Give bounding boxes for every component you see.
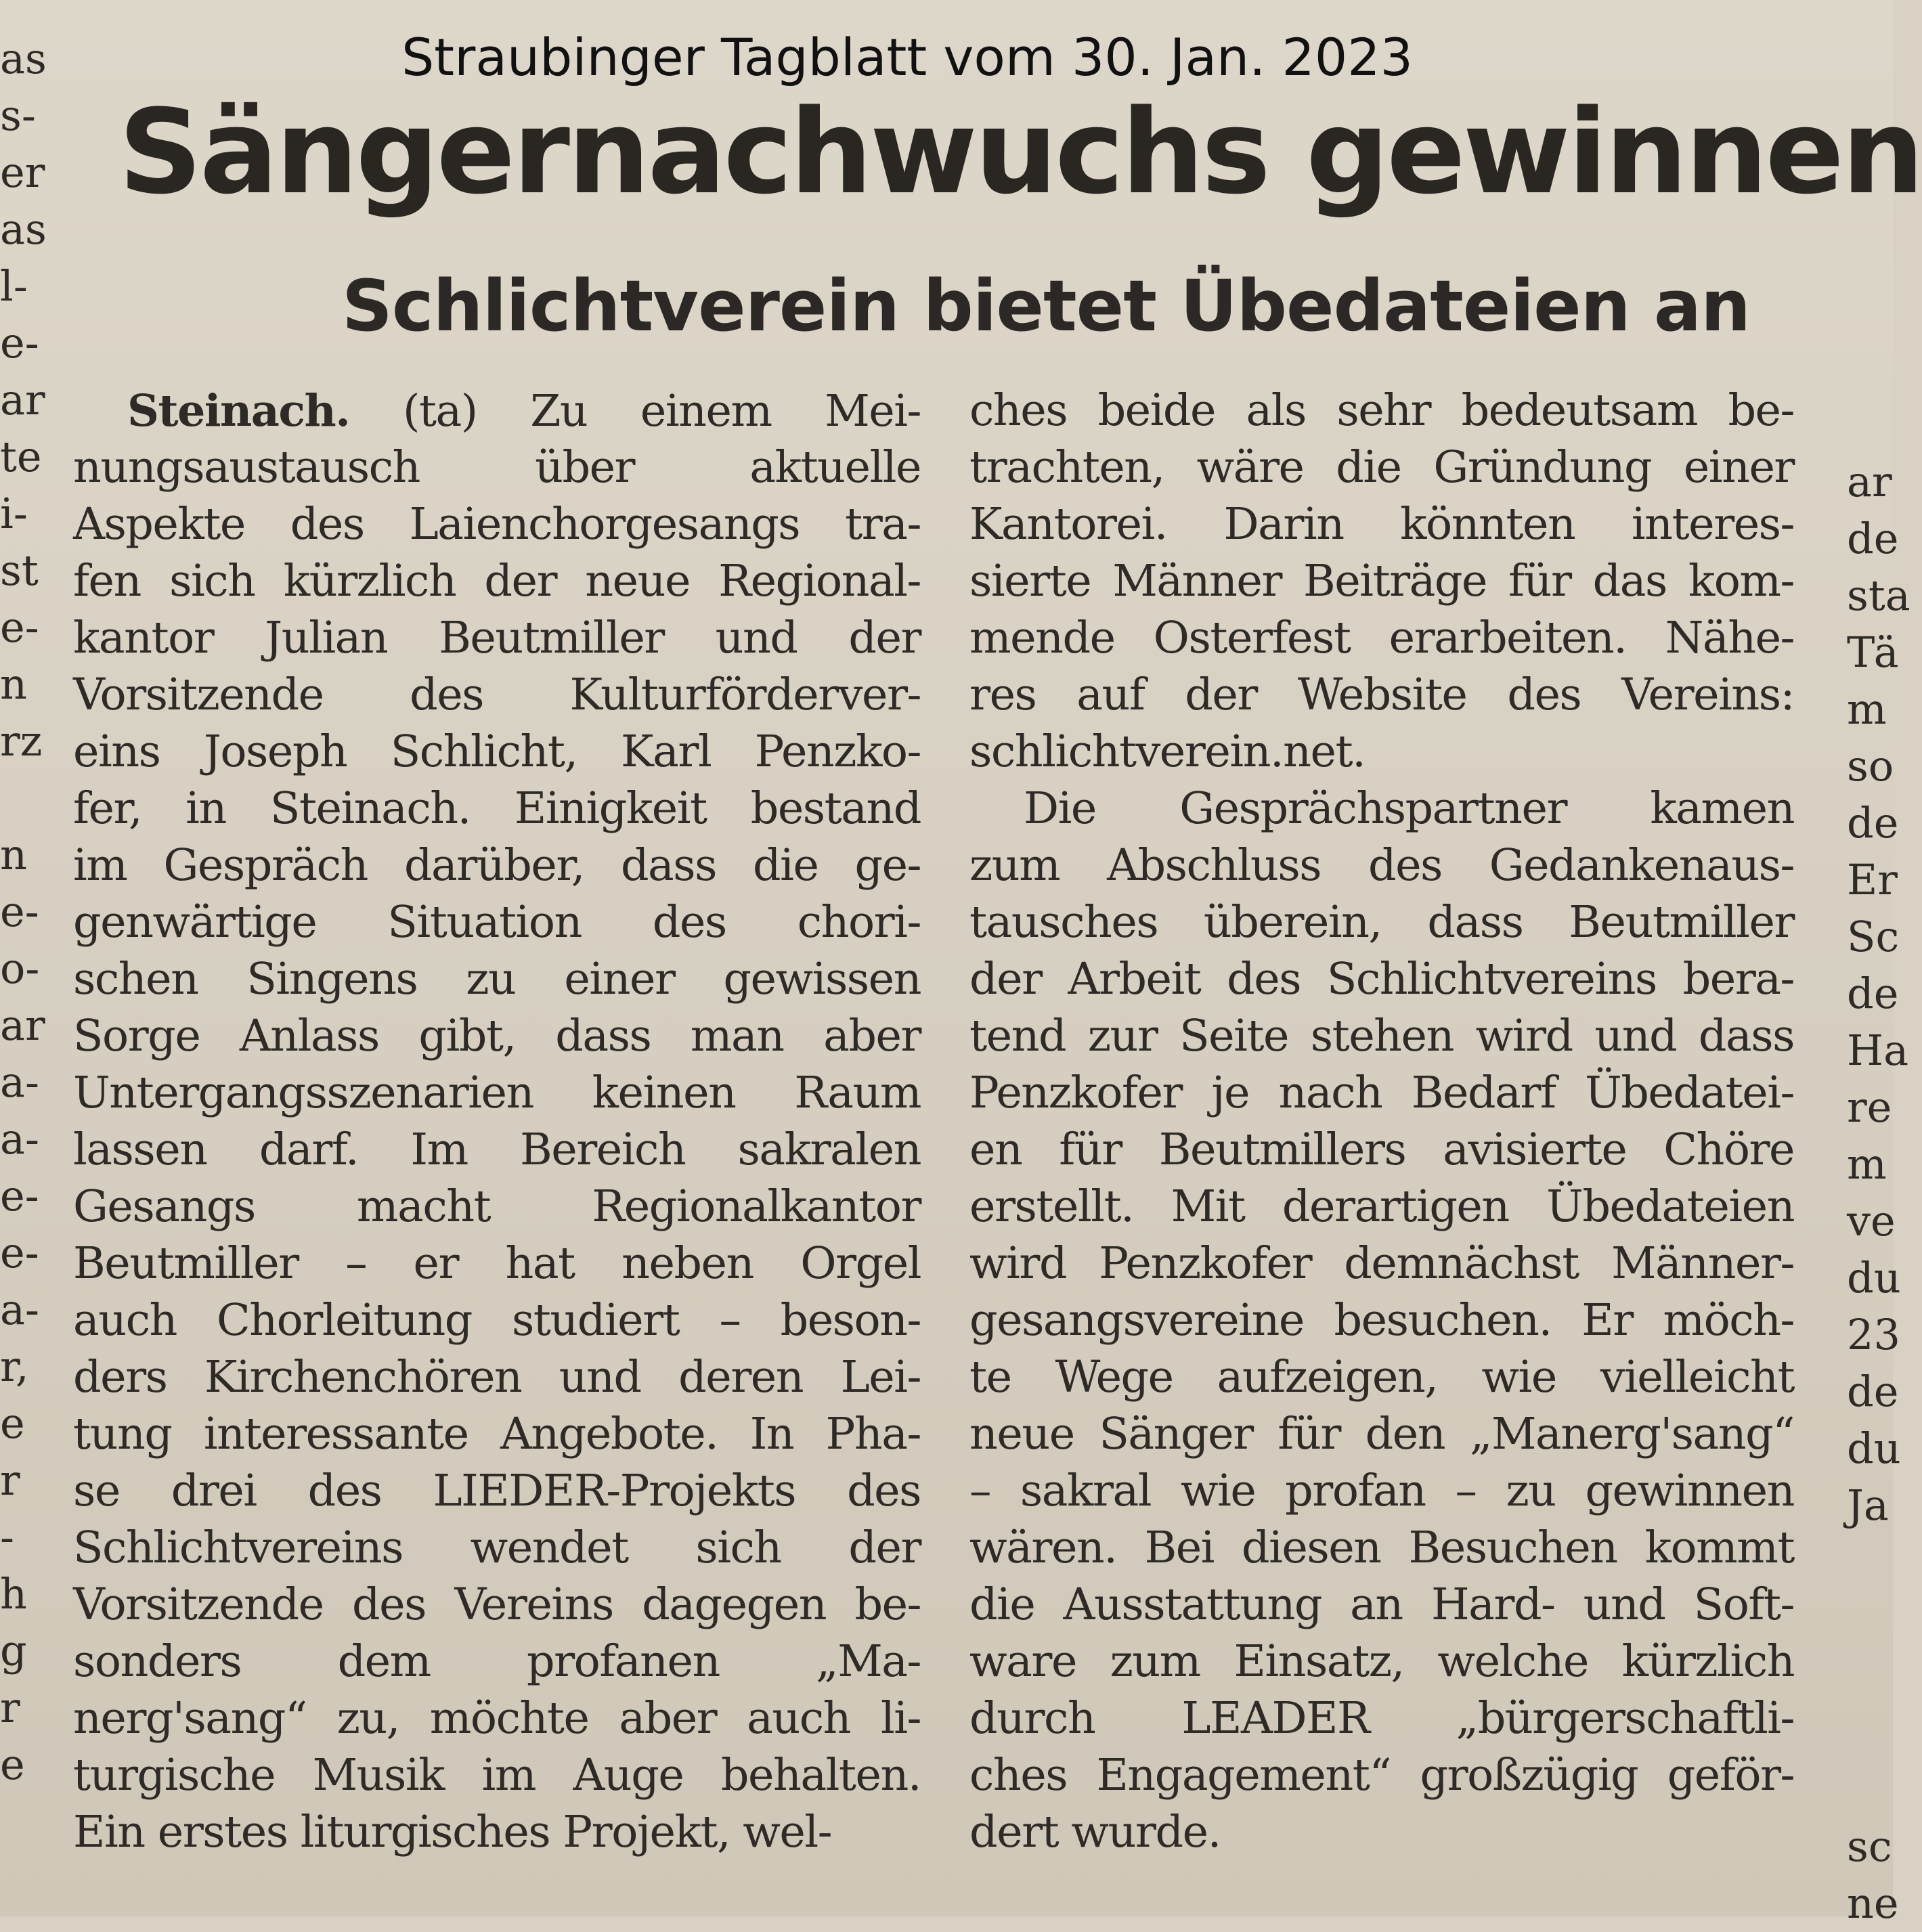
article-line: Schlichtvereins wendet sich der <box>73 1522 921 1573</box>
adjacent-column-fragment: h <box>0 1569 27 1619</box>
article-line: ware zum Einsatz, welche kürzlich <box>969 1636 1794 1687</box>
article-line: erstellt. Mit derartigen Übedateien <box>969 1181 1794 1232</box>
article-line: te Wege aufzeigen, wie vielleicht <box>969 1352 1794 1403</box>
adjacent-column-fragment: du <box>1847 1424 1901 1473</box>
adjacent-column-fragment: ar <box>0 375 45 424</box>
adjacent-column-fragment: r <box>0 1683 20 1732</box>
adjacent-column-fragment: e- <box>0 887 39 936</box>
article-line: dert wurde. <box>969 1807 1221 1858</box>
article-line: lassen darf. Im Bereich sakralen <box>73 1124 921 1175</box>
clipping-caption: Straubinger Tagblatt vom 30. Jan. 2023 <box>401 27 1413 87</box>
adjacent-column-fragment: a- <box>0 1114 39 1164</box>
article-line-text: (ta) Zu einem Mei- <box>349 386 921 437</box>
adjacent-column-fragment: s- <box>0 91 36 140</box>
adjacent-column-fragment: - <box>0 1512 14 1562</box>
article-line: wird Penzkofer demnächst Männer- <box>969 1238 1794 1289</box>
article-line: Die Gesprächspartner kamen <box>1024 783 1794 834</box>
adjacent-column-fragment <box>1847 1534 1893 1591</box>
adjacent-column-fragment: ar <box>0 1001 45 1050</box>
article-line: ders Kirchenchören und deren Lei- <box>73 1352 921 1403</box>
article-column-1 <box>73 382 921 1861</box>
adjacent-column-fragment: de <box>1847 798 1899 848</box>
adjacent-column-fragment <box>0 770 41 827</box>
adjacent-column-fragment <box>1847 1648 1893 1705</box>
adjacent-column-fragment: m <box>1847 1139 1887 1189</box>
adjacent-column-fragment: m <box>1847 684 1887 734</box>
adjacent-column-fragment: g <box>0 1626 27 1675</box>
adjacent-column-fragment: n <box>0 659 27 709</box>
article-line: fer, in Steinach. Einigkeit bestand <box>73 783 921 834</box>
adjacent-column-fragment: te <box>0 432 42 481</box>
article-line: en für Beutmillers avisierte Chöre <box>969 1124 1794 1175</box>
adjacent-column-fragment: e- <box>0 602 39 652</box>
article-column-2 <box>969 382 1794 1861</box>
adjacent-column-fragment: Tä <box>1847 628 1899 677</box>
article-line: der Arbeit des Schlichtvereins bera- <box>969 954 1794 1005</box>
adjacent-column-fragment: er <box>0 148 45 197</box>
article-line: sonders dem profanen „Ma- <box>73 1636 921 1687</box>
adjacent-column-fragment: ne <box>1847 1879 1899 1928</box>
article-line <box>73 382 921 439</box>
adjacent-column-fragment: Sc <box>1847 912 1900 961</box>
article-line: schlichtverein.net. <box>969 726 1366 777</box>
adjacent-column-fragment: n <box>0 830 27 879</box>
article-line: se drei des LIEDER-Projekts des <box>73 1466 921 1516</box>
adjacent-column-fragment: a- <box>0 1057 39 1107</box>
article-line: mende Osterfest erarbeiten. Nähe- <box>969 613 1794 663</box>
adjacent-column-fragment <box>1847 1705 1893 1761</box>
adjacent-column-fragment: e- <box>0 1171 39 1221</box>
article-line: Untergangsszenarien keinen Raum <box>73 1068 921 1118</box>
article-line: sierte Männer Beiträge für das kom- <box>969 556 1794 607</box>
adjacent-column-fragment: o- <box>0 944 40 993</box>
adjacent-column-fragment: r <box>0 1455 20 1505</box>
adjacent-column-fragment: as <box>0 204 47 254</box>
adjacent-column-fragment: st <box>0 546 39 595</box>
adjacent-column-fragment: e- <box>0 318 39 368</box>
adjacent-column-fragment: l- <box>0 261 28 311</box>
article-line: gesangsvereine besuchen. Er möch- <box>969 1295 1794 1346</box>
right-column-fragments <box>1847 454 1910 1932</box>
article-line: wären. Bei diesen Besuchen kommt <box>969 1522 1794 1573</box>
adjacent-column-fragment: ar <box>1847 457 1892 506</box>
article-line: Aspekte des Laienchorgesangs tra- <box>73 499 921 550</box>
article-line: Ein erstes liturgisches Projekt, wel- <box>73 1807 832 1858</box>
article-line: Kantorei. Darin könnten interes- <box>969 499 1794 550</box>
article-line: – sakral wie profan – zu gewinnen <box>969 1466 1794 1516</box>
subheadline: Schlichtverein bietet Übedateien an <box>342 265 1751 347</box>
adjacent-column-fragment: de <box>1847 969 1899 1018</box>
article-line: die Ausstattung an Hard- und Soft- <box>969 1579 1794 1630</box>
adjacent-column-fragment: sc <box>1847 1822 1892 1871</box>
article-line: Gesangs macht Regionalkantor <box>73 1181 921 1232</box>
adjacent-column-fragment: so <box>1847 741 1894 791</box>
article-line: res auf der Website des Vereins: <box>969 669 1794 720</box>
article-line: durch LEADER „bürgerschaftli- <box>969 1693 1794 1744</box>
headline: Sängernachwuchs gewinnen <box>118 84 1922 220</box>
adjacent-column-fragment: du <box>1847 1253 1901 1302</box>
article-line: turgische Musik im Auge behalten. <box>73 1750 921 1801</box>
article-line: neue Sänger für den „Manerg'sang“ <box>969 1409 1794 1459</box>
article-line: fen sich kürzlich der neue Regional- <box>73 556 921 607</box>
adjacent-column-fragment: i- <box>0 489 28 538</box>
article-line: tend zur Seite stehen wird und dass <box>969 1011 1794 1061</box>
adjacent-column-fragment: Ha <box>1847 1026 1909 1075</box>
article-line: tung interessante Angebote. In Pha- <box>73 1409 921 1459</box>
adjacent-column-fragment <box>1847 1761 1893 1818</box>
article-line: trachten, wäre die Gründung einer <box>969 442 1794 493</box>
adjacent-column-fragment: e <box>0 1740 25 1789</box>
adjacent-column-fragment: de <box>1847 514 1899 563</box>
left-column-fragments <box>0 30 47 1793</box>
adjacent-column-fragment: a- <box>0 1285 39 1334</box>
article-line: Beutmiller – er hat neben Orgel <box>73 1238 921 1289</box>
adjacent-column-fragment: e <box>0 1399 25 1448</box>
article-dateline: Steinach. <box>127 385 350 437</box>
adjacent-column-fragment: as <box>0 34 47 83</box>
adjacent-column-fragment: ve <box>1847 1196 1896 1246</box>
article-line: kantor Julian Beutmiller und der <box>73 613 921 663</box>
article-line: tausches überein, dass Beutmiller <box>969 897 1794 948</box>
article-line: im Gespräch darüber, dass die ge- <box>73 840 921 891</box>
article-line: Sorge Anlass gibt, dass man aber <box>73 1011 921 1061</box>
adjacent-column-fragment: r, <box>0 1342 29 1391</box>
adjacent-column-fragment: e- <box>0 1228 39 1277</box>
article-line: ches beide als sehr bedeutsam be- <box>969 385 1794 436</box>
article-line: nungsaustausch über aktuelle <box>73 442 921 493</box>
adjacent-column-fragment: sta <box>1847 571 1910 620</box>
adjacent-column-fragment: Er <box>1847 855 1898 904</box>
article-line: auch Chorleitung studiert – beson- <box>73 1295 921 1346</box>
adjacent-column-fragment: 23 <box>1847 1310 1900 1359</box>
article-line: Penzkofer je nach Bedarf Übedatei- <box>969 1068 1794 1118</box>
article-line: Vorsitzende des Kulturförderver- <box>73 669 921 720</box>
article-line: Vorsitzende des Vereins dagegen be- <box>73 1579 921 1630</box>
article-line: genwärtige Situation des chori- <box>73 897 921 948</box>
article-line: ches Engagement“ großzügig geför- <box>969 1750 1794 1801</box>
adjacent-column-fragment <box>1847 1591 1893 1648</box>
article-line: zum Abschluss des Gedankenaus- <box>969 840 1794 891</box>
article-line: eins Joseph Schlicht, Karl Penzko- <box>73 726 921 777</box>
adjacent-column-fragment: rz <box>0 716 43 766</box>
article-line: schen Singens zu einer gewissen <box>73 954 921 1005</box>
article-line: nerg'sang“ zu, möchte aber auch li- <box>73 1693 921 1744</box>
adjacent-column-fragment: Ja <box>1847 1480 1889 1530</box>
adjacent-column-fragment: re <box>1847 1082 1892 1132</box>
adjacent-column-fragment: de <box>1847 1367 1899 1416</box>
